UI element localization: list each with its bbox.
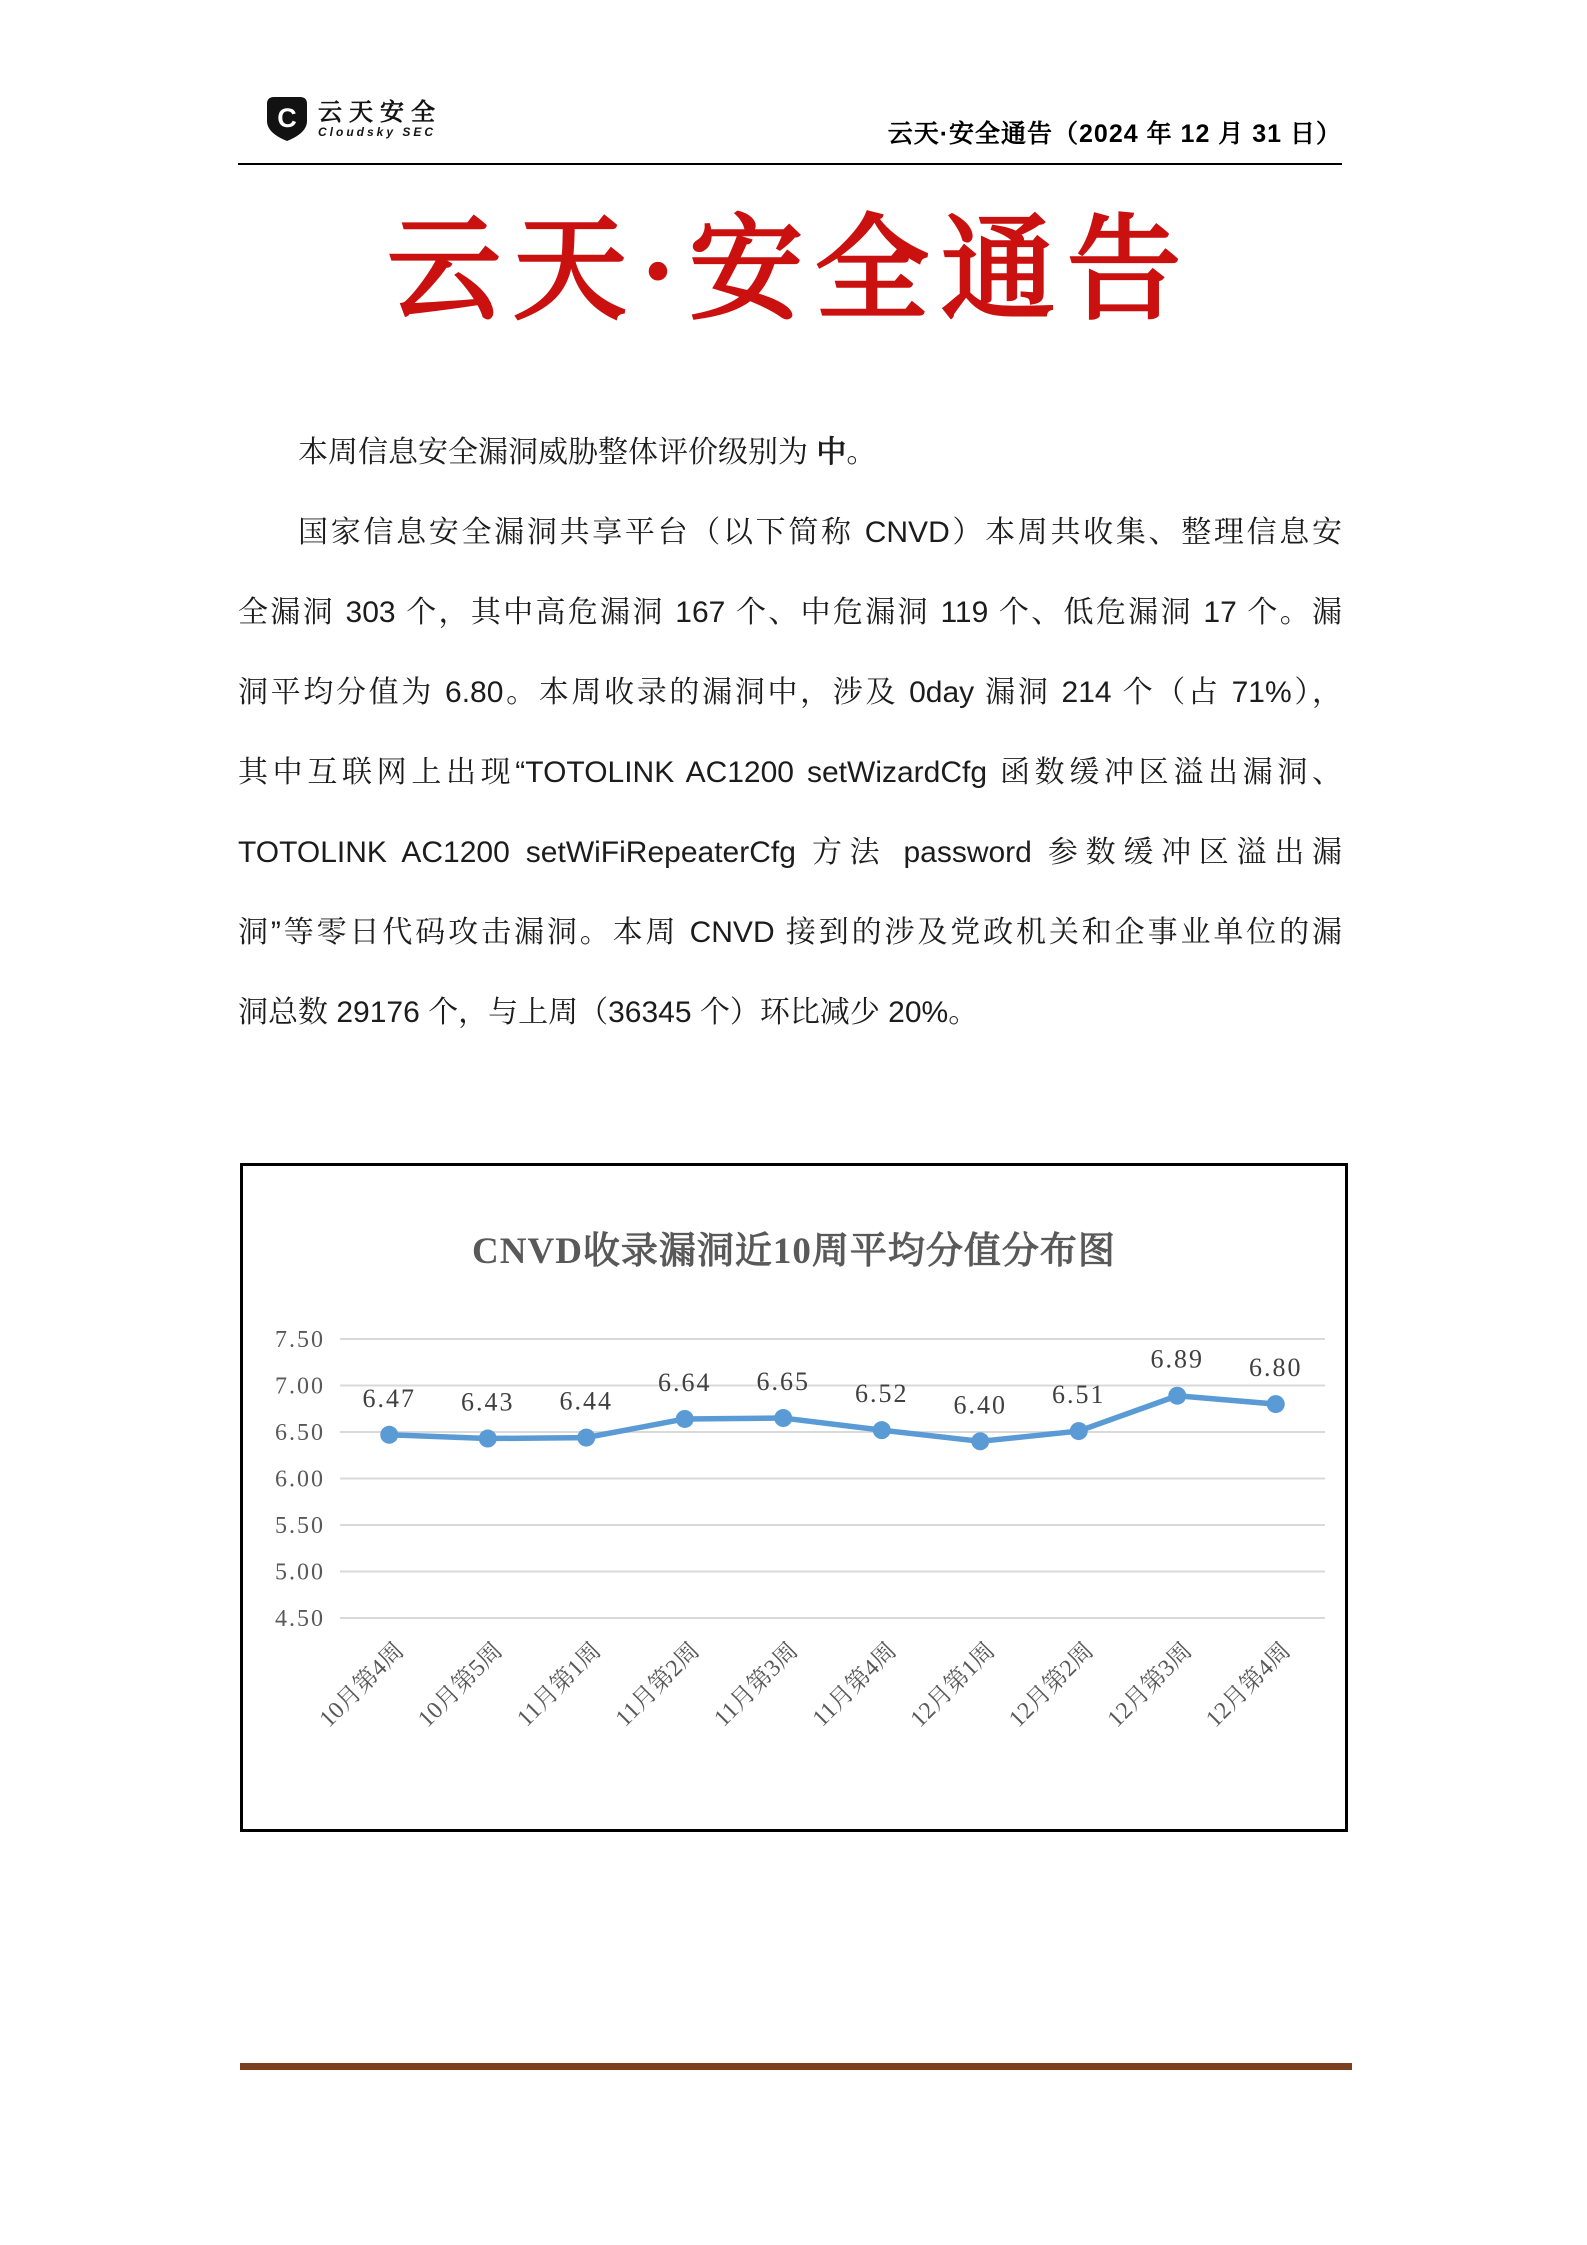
para1-emphasis: 中 (816, 436, 847, 469)
paragraph-line-8: 洞总数 29176 个，与上周（36345 个）环比减少 20%。 (238, 996, 979, 1029)
x-axis-tick-label: 12月第1周 (905, 1637, 1001, 1733)
data-point-marker (479, 1430, 497, 1448)
header-divider (238, 163, 1342, 165)
y-axis-tick-label: 6.50 (275, 1420, 325, 1446)
paragraph-line-4: 洞平均分值为 6.80。本周收录的漏洞中，涉及 0day 漏洞 214 个（占 71%）， (238, 676, 1342, 709)
paragraph-line-1 (238, 413, 1342, 493)
chart-frame (240, 1163, 1348, 1832)
data-point-marker (774, 1409, 792, 1427)
document-title: 云天·安全通告 (386, 207, 1194, 334)
data-point-label: 6.89 (1150, 1344, 1204, 1374)
x-axis-tick-label: 11月第2周 (610, 1637, 705, 1732)
y-axis-tick-label: 6.00 (275, 1466, 325, 1493)
data-point-label: 6.65 (756, 1367, 810, 1397)
x-axis-tick-label: 12月第2周 (1004, 1637, 1099, 1733)
data-point-label: 6.64 (658, 1367, 712, 1397)
footer-divider (240, 2063, 1352, 2070)
paragraph-line-2: 国家信息安全漏洞共享平台（以下简称 CNVD）本周共收集、整理信息安 (298, 516, 1342, 549)
paragraph-line-3: 全漏洞 303 个，其中高危漏洞 167 个、中危漏洞 119 个、低危漏洞 17 个。漏 (238, 596, 1342, 629)
x-axis-tick-label: 11月第3周 (709, 1637, 804, 1732)
svg-text:C: C (277, 103, 297, 133)
data-point-label: 6.80 (1249, 1353, 1303, 1383)
data-series-line (389, 1396, 1276, 1442)
x-axis-tick-label: 11月第1周 (512, 1637, 607, 1732)
paragraph-line-7: 洞”等零日代码攻击漏洞。本周 CNVD 接到的涉及党政机关和企事业单位的漏 (238, 916, 1342, 949)
shield-c-icon (266, 96, 308, 142)
data-point-label: 6.47 (362, 1383, 416, 1413)
x-axis-tick-label: 12月第4周 (1201, 1637, 1296, 1733)
y-axis-tick-label: 7.00 (275, 1373, 325, 1400)
summary-section (238, 413, 1342, 1053)
x-axis-tick-label: 10月第4周 (314, 1637, 410, 1733)
line-chart (243, 1166, 1345, 1829)
para1-prefix: 本周信息安全漏洞威胁整体评价级别为 (298, 436, 817, 469)
data-point-marker (577, 1429, 595, 1447)
y-axis-tick-label: 5.00 (275, 1559, 325, 1586)
data-point-label: 6.51 (1052, 1380, 1106, 1410)
data-point-marker (971, 1432, 989, 1450)
data-point-label: 6.43 (461, 1387, 515, 1417)
brand-name: 云天安全 (318, 98, 442, 126)
header-doc-reference: 云天·安全通告（2024 年 12 月 31 日） (887, 120, 1342, 148)
data-point-marker (676, 1410, 694, 1428)
brand-text (318, 100, 442, 139)
x-axis-tick-label: 12月第3周 (1102, 1637, 1198, 1733)
y-axis-tick-label: 7.50 (275, 1327, 325, 1353)
x-axis-tick-label: 10月第5周 (413, 1637, 508, 1733)
data-point-marker (1267, 1395, 1285, 1413)
y-axis-tick-label: 4.50 (275, 1606, 325, 1632)
paragraph-line-5: 其中互联网上出现“TOTOLINK AC1200 setWizardCfg 函数缓冲区溢出漏洞、 (238, 756, 1342, 789)
brand-subtitle: Cloudsky SEC (318, 124, 437, 139)
data-point-label: 6.52 (855, 1379, 909, 1409)
data-point-marker (873, 1421, 891, 1439)
paragraph-line-6: TOTOLINK AC1200 setWiFiRepeaterCfg 方法 password 参数缓冲区溢出漏 (238, 836, 1342, 869)
data-point-marker (1070, 1422, 1088, 1440)
para1-suffix: 。 (846, 436, 877, 469)
brand-logo (266, 96, 442, 142)
data-point-marker (380, 1426, 398, 1444)
data-point-label: 6.44 (559, 1386, 613, 1416)
y-axis-tick-label: 5.50 (275, 1513, 325, 1539)
data-point-label: 6.40 (953, 1390, 1007, 1420)
x-axis-tick-label: 11月第4周 (807, 1637, 902, 1732)
data-point-marker (1168, 1387, 1186, 1405)
chart-title: CNVD收录漏洞近10周平均分值分布图 (472, 1231, 1116, 1272)
